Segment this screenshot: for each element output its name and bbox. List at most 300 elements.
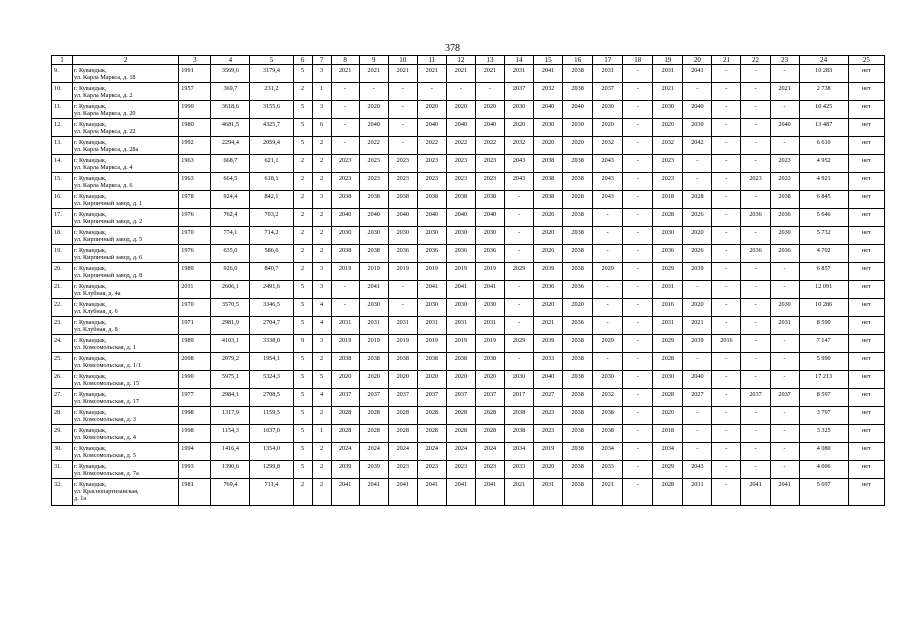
table-cell: 5975,1: [211, 371, 250, 389]
table-cell: 2030: [653, 371, 683, 389]
table-cell: 2019: [359, 263, 388, 281]
table-cell: 2036: [770, 209, 799, 227]
table-cell: 2038: [388, 353, 417, 371]
table-cell: 6 845: [799, 191, 848, 209]
table-cell: 2: [293, 227, 312, 245]
table-cell: -: [741, 353, 770, 371]
table-cell: нет: [848, 173, 884, 191]
table-cell: 2037: [388, 389, 417, 407]
table-cell: 2020: [446, 101, 475, 119]
table-cell: -: [623, 101, 653, 119]
table-cell: 4: [312, 317, 331, 335]
table-cell: -: [623, 191, 653, 209]
column-number-14: 14: [504, 56, 533, 65]
table-cell: -: [504, 353, 533, 371]
table-cell: 2023: [653, 173, 683, 191]
table-cell: 2038: [417, 353, 446, 371]
table-cell: -: [504, 281, 533, 299]
table-cell: 8 590: [799, 317, 848, 335]
table-cell: 618,1: [250, 173, 293, 191]
row-number: 21.: [52, 281, 73, 299]
table-cell: 1992: [179, 137, 211, 155]
table-cell: 3338,0: [250, 335, 293, 353]
table-cell: 5: [293, 371, 312, 389]
table-cell: 2020: [359, 371, 388, 389]
address-cell: г. Кувандык, ул. Кирпичный завод, д. 6: [73, 245, 179, 263]
table-cell: 2040: [446, 209, 475, 227]
table-cell: -: [741, 227, 770, 245]
table-cell: 3: [312, 263, 331, 281]
table-cell: 2020: [475, 371, 504, 389]
table-cell: -: [683, 155, 712, 173]
table-cell: 2041: [388, 479, 417, 506]
table-row: [52, 137, 885, 155]
table-cell: 5 990: [799, 353, 848, 371]
table-cell: 5: [293, 281, 312, 299]
table-cell: -: [623, 335, 653, 353]
table-cell: 2019: [359, 335, 388, 353]
table-cell: 2038: [359, 245, 388, 263]
table-cell: 2040: [417, 209, 446, 227]
table-row: [52, 353, 885, 371]
table-cell: 12 091: [799, 281, 848, 299]
table-cell: -: [712, 353, 741, 371]
table-cell: нет: [848, 227, 884, 245]
table-cell: 2038: [534, 173, 563, 191]
column-number-1: 1: [52, 56, 73, 65]
table-cell: -: [504, 245, 533, 263]
table-cell: 2036: [563, 317, 593, 335]
table-cell: 635,0: [211, 245, 250, 263]
table-cell: 2041: [331, 479, 359, 506]
table-cell: 2031: [475, 317, 504, 335]
table-cell: 2019: [388, 335, 417, 353]
table-cell: 2018: [653, 191, 683, 209]
table-cell: -: [683, 425, 712, 443]
table-cell: 2038: [563, 335, 593, 353]
table-cell: 2022: [446, 137, 475, 155]
table-cell: 2028: [446, 407, 475, 425]
table-cell: -: [417, 83, 446, 101]
table-cell: 2030: [475, 299, 504, 317]
table-cell: 2040: [683, 101, 712, 119]
table-cell: 2040: [331, 209, 359, 227]
table-cell: нет: [848, 101, 884, 119]
table-cell: 2030: [388, 227, 417, 245]
address-cell: г. Кувандык, ул. Клубная, д. 4а: [73, 281, 179, 299]
table-cell: 2038: [446, 191, 475, 209]
table-cell: 1971: [179, 317, 211, 335]
table-cell: -: [741, 191, 770, 209]
table-cell: 2027: [534, 389, 563, 407]
table-row: [52, 173, 885, 191]
table-cell: 2031: [504, 65, 533, 83]
table-cell: 2036: [741, 209, 770, 227]
table-cell: 2036: [446, 245, 475, 263]
table-cell: 2020: [563, 299, 593, 317]
table-cell: 1154,3: [211, 425, 250, 443]
table-cell: 5: [293, 443, 312, 461]
table-cell: 1989: [179, 263, 211, 281]
table-cell: -: [623, 155, 653, 173]
table-cell: -: [593, 299, 623, 317]
table-cell: 2022: [417, 137, 446, 155]
table-cell: 6: [312, 119, 331, 137]
table-cell: 2028: [359, 407, 388, 425]
table-cell: -: [331, 119, 359, 137]
address-cell: г. Кувандык, ул. Карла Маркса, д. 18: [73, 65, 179, 83]
table-cell: 5: [293, 389, 312, 407]
table-cell: -: [331, 137, 359, 155]
table-cell: 2020: [446, 371, 475, 389]
table-cell: 2038: [563, 209, 593, 227]
table-cell: -: [741, 281, 770, 299]
table-cell: 769,4: [211, 479, 250, 506]
table-cell: 2031: [770, 317, 799, 335]
table-cell: 2984,1: [211, 389, 250, 407]
table-cell: 2040: [683, 371, 712, 389]
table-cell: 2029: [593, 263, 623, 281]
table-cell: 2039: [683, 335, 712, 353]
table-cell: -: [623, 281, 653, 299]
table-cell: 2024: [388, 443, 417, 461]
table-cell: -: [623, 263, 653, 281]
table-cell: 2020: [653, 119, 683, 137]
table-cell: 2040: [475, 209, 504, 227]
column-number-6: 6: [293, 56, 312, 65]
table-row: [52, 281, 885, 299]
table-cell: 2294,4: [211, 137, 250, 155]
table-cell: 2029: [504, 335, 533, 353]
table-cell: 2038: [563, 389, 593, 407]
table-cell: -: [504, 191, 533, 209]
table-cell: 2032: [653, 137, 683, 155]
table-cell: 2029: [653, 335, 683, 353]
table-cell: 3: [312, 101, 331, 119]
table-cell: 2038: [770, 191, 799, 209]
table-cell: 2023: [417, 155, 446, 173]
column-number-7: 7: [312, 56, 331, 65]
page-number: 378: [445, 43, 460, 54]
table-cell: 1954,1: [250, 353, 293, 371]
table-cell: 2041: [417, 281, 446, 299]
table-cell: 2023: [475, 461, 504, 479]
address-cell: г. Кувандык, ул. Комсомольская, д. 4: [73, 425, 179, 443]
table-cell: 2038: [359, 353, 388, 371]
table-cell: 2041: [417, 479, 446, 506]
table-cell: 2018: [653, 425, 683, 443]
table-cell: 3346,5: [250, 299, 293, 317]
table-cell: 2020: [417, 101, 446, 119]
row-number: 24.: [52, 335, 73, 353]
table-cell: 2037: [593, 83, 623, 101]
table-cell: -: [712, 461, 741, 479]
table-cell: -: [712, 299, 741, 317]
table-cell: 13 487: [799, 119, 848, 137]
table-cell: 2040: [359, 119, 388, 137]
table-cell: 3 325: [799, 425, 848, 443]
address-cell: г. Кувандык, ул. Краснопартизанская, д. 1а: [73, 479, 179, 506]
table-cell: 2030: [446, 299, 475, 317]
table-cell: 2031: [653, 65, 683, 83]
table-cell: 10 425: [799, 101, 848, 119]
table-cell: 5324,3: [250, 371, 293, 389]
column-number-4: 4: [211, 56, 250, 65]
table-cell: 5: [312, 371, 331, 389]
table-cell: 2031: [593, 65, 623, 83]
table-cell: нет: [848, 263, 884, 281]
table-cell: 2019: [534, 443, 563, 461]
row-number: 12.: [52, 119, 73, 137]
table-cell: 2029: [504, 263, 533, 281]
table-row: [52, 209, 885, 227]
table-cell: 2043: [593, 173, 623, 191]
table-cell: 4103,1: [211, 335, 250, 353]
table-cell: 2020: [683, 299, 712, 317]
table-cell: 2: [293, 173, 312, 191]
row-number: 17.: [52, 209, 73, 227]
table-cell: 7 147: [799, 335, 848, 353]
table-cell: 2041: [475, 281, 504, 299]
table-row: [52, 191, 885, 209]
table-cell: нет: [848, 425, 884, 443]
table-cell: 2: [312, 353, 331, 371]
table-cell: 2040: [475, 119, 504, 137]
table-cell: 2038: [417, 191, 446, 209]
table-cell: 1990: [179, 371, 211, 389]
table-cell: 2023: [388, 155, 417, 173]
table-cell: 2041: [446, 281, 475, 299]
table-cell: 2028: [331, 425, 359, 443]
table-cell: 2020: [331, 371, 359, 389]
table-cell: 2031: [653, 317, 683, 335]
table-cell: 2: [312, 173, 331, 191]
table-cell: 2021: [770, 83, 799, 101]
column-number-3: 3: [179, 56, 211, 65]
table-cell: 2038: [593, 407, 623, 425]
table-cell: 2024: [417, 443, 446, 461]
table-cell: 2028: [446, 425, 475, 443]
table-cell: 2038: [563, 245, 593, 263]
table-row: [52, 425, 885, 443]
row-number: 22.: [52, 299, 73, 317]
table-cell: 2029: [653, 263, 683, 281]
table-cell: 2981,9: [211, 317, 250, 335]
table-cell: 6 857: [799, 263, 848, 281]
table-cell: -: [770, 443, 799, 461]
row-number: 26.: [52, 371, 73, 389]
row-number: 15.: [52, 173, 73, 191]
column-number-15: 15: [534, 56, 563, 65]
table-cell: 2043: [593, 155, 623, 173]
table-cell: -: [712, 425, 741, 443]
table-cell: 2021: [359, 65, 388, 83]
table-cell: 2030: [359, 227, 388, 245]
column-number-10: 10: [388, 56, 417, 65]
table-cell: 1: [312, 83, 331, 101]
table-cell: 2030: [653, 227, 683, 245]
table-cell: 5: [293, 65, 312, 83]
table-cell: -: [741, 155, 770, 173]
table-row: [52, 245, 885, 263]
table-cell: 2021: [504, 479, 533, 506]
table-cell: 2023: [475, 155, 504, 173]
table-cell: 2021: [593, 479, 623, 506]
table-cell: 621,1: [250, 155, 293, 173]
table-cell: -: [712, 263, 741, 281]
table-cell: 1976: [179, 245, 211, 263]
table-cell: 369,7: [211, 83, 250, 101]
table-cell: 2040: [446, 119, 475, 137]
header-row: [52, 56, 885, 65]
table-cell: 2028: [388, 425, 417, 443]
table-cell: 2: [312, 479, 331, 506]
table-cell: -: [712, 191, 741, 209]
address-cell: г. Кувандык, ул. Комсомольская, д. 15: [73, 371, 179, 389]
table-cell: -: [741, 443, 770, 461]
table-cell: 4 921: [799, 173, 848, 191]
table-cell: -: [504, 227, 533, 245]
table-cell: 2030: [770, 299, 799, 317]
table-row: [52, 407, 885, 425]
table-cell: 2021: [534, 317, 563, 335]
table-cell: 2032: [534, 83, 563, 101]
table-cell: 2038: [563, 227, 593, 245]
table-cell: 711,4: [250, 479, 293, 506]
table-cell: 2023: [446, 155, 475, 173]
table-cell: 2036: [770, 245, 799, 263]
table-cell: 2023: [534, 407, 563, 425]
address-cell: г. Кувандык, ул. Комсомольская, д. 5: [73, 443, 179, 461]
table-cell: -: [623, 65, 653, 83]
table-cell: 714,2: [250, 227, 293, 245]
table-cell: -: [712, 443, 741, 461]
table-cell: 2037: [359, 389, 388, 407]
column-number-11: 11: [417, 56, 446, 65]
table-cell: 664,5: [211, 173, 250, 191]
table-cell: 2030: [331, 227, 359, 245]
table-cell: 1354,0: [250, 443, 293, 461]
table-cell: 1989: [179, 335, 211, 353]
table-cell: -: [593, 281, 623, 299]
table-cell: нет: [848, 299, 884, 317]
table-cell: 2028: [653, 353, 683, 371]
table-cell: 2037: [504, 83, 533, 101]
table-cell: -: [770, 263, 799, 281]
table-row: [52, 263, 885, 281]
table-cell: нет: [848, 83, 884, 101]
table-cell: 2030: [683, 119, 712, 137]
table-cell: 2: [312, 227, 331, 245]
table-cell: 2024: [475, 443, 504, 461]
table-cell: -: [504, 299, 533, 317]
table-cell: 2017: [504, 389, 533, 407]
table-cell: 5: [293, 101, 312, 119]
table-cell: 2030: [417, 299, 446, 317]
table-cell: 2023: [388, 461, 417, 479]
table-cell: 1991: [179, 65, 211, 83]
table-cell: 2032: [504, 137, 533, 155]
table-cell: -: [623, 209, 653, 227]
table-cell: 5: [293, 461, 312, 479]
table-cell: 2031: [683, 479, 712, 506]
address-cell: г. Кувандык, ул. Кирпичный завод, д. 2: [73, 209, 179, 227]
table-cell: 2: [312, 137, 331, 155]
column-number-23: 23: [770, 56, 799, 65]
table-cell: 2037: [417, 389, 446, 407]
table-cell: 2038: [563, 173, 593, 191]
table-cell: 2038: [563, 83, 593, 101]
table-cell: 2037: [331, 389, 359, 407]
table-cell: нет: [848, 209, 884, 227]
table-cell: 2028: [475, 425, 504, 443]
table-cell: 2019: [417, 263, 446, 281]
table-cell: 2038: [534, 155, 563, 173]
table-cell: 2019: [446, 335, 475, 353]
table-cell: 774,1: [211, 227, 250, 245]
table-cell: -: [712, 137, 741, 155]
table-cell: 2019: [417, 335, 446, 353]
table-cell: 2031: [446, 317, 475, 335]
table-cell: 5 646: [799, 209, 848, 227]
row-number: 9.: [52, 65, 73, 83]
table-cell: -: [683, 173, 712, 191]
table-cell: 2019: [475, 263, 504, 281]
table-cell: нет: [848, 155, 884, 173]
table-cell: 2020: [653, 407, 683, 425]
table-cell: -: [683, 353, 712, 371]
table-row: [52, 443, 885, 461]
table-cell: 2041: [534, 65, 563, 83]
table-cell: 2028: [653, 389, 683, 407]
table-cell: 2038: [563, 425, 593, 443]
table-cell: -: [741, 317, 770, 335]
table-cell: -: [712, 371, 741, 389]
table-cell: нет: [848, 65, 884, 83]
table-cell: 2021: [388, 65, 417, 83]
table-cell: 2038: [475, 191, 504, 209]
table-row: [52, 335, 885, 353]
table-cell: нет: [848, 461, 884, 479]
address-cell: г. Кувандык, ул. Комсомольская, д. 17: [73, 389, 179, 407]
table-cell: -: [770, 335, 799, 353]
table-cell: 1159,5: [250, 407, 293, 425]
table-cell: -: [712, 479, 741, 506]
table-cell: 1299,8: [250, 461, 293, 479]
table-cell: 2030: [534, 119, 563, 137]
table-cell: 2039: [683, 263, 712, 281]
table-cell: нет: [848, 245, 884, 263]
table-cell: 5 732: [799, 227, 848, 245]
table-cell: 2028: [653, 479, 683, 506]
table-cell: нет: [848, 479, 884, 506]
table-cell: 2028: [683, 191, 712, 209]
table-cell: 924,4: [211, 191, 250, 209]
table-cell: -: [770, 407, 799, 425]
table-cell: 2008: [179, 353, 211, 371]
table-cell: 2038: [475, 353, 504, 371]
table-cell: 2020: [475, 101, 504, 119]
table-cell: 5: [293, 119, 312, 137]
table-cell: 10 283: [799, 65, 848, 83]
column-number-16: 16: [563, 56, 593, 65]
table-cell: -: [712, 65, 741, 83]
table-cell: 2038: [563, 479, 593, 506]
table-cell: 2038: [388, 191, 417, 209]
table-cell: 2016: [712, 335, 741, 353]
table-cell: 2027: [683, 389, 712, 407]
table-cell: 4 702: [799, 245, 848, 263]
